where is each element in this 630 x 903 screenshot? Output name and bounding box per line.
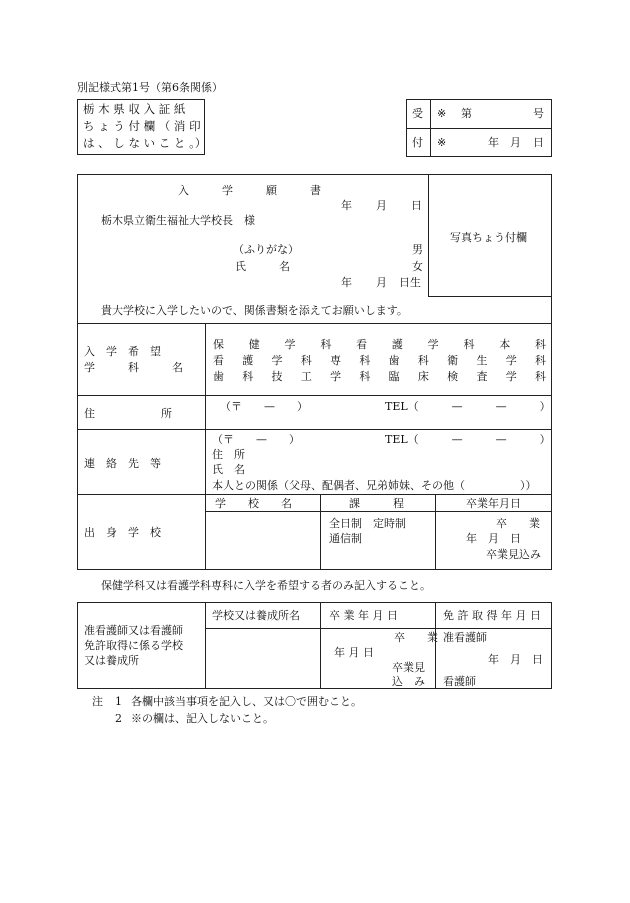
department-option-char: 歯 <box>388 354 400 367</box>
department-option-char: 科 <box>359 354 371 367</box>
contact-address: 住 所 <box>212 448 245 461</box>
department-option-char: 学 <box>505 354 517 367</box>
stamp-note-line1: 栃 木 県 収 入 証 紙 <box>83 102 186 116</box>
department-option-char: 学 <box>284 338 296 351</box>
sex-female: 女 <box>412 260 423 273</box>
contact-relation: 本人との関係（父母、配偶者、兄弟姉妹、その他（ ）） <box>212 479 537 492</box>
contact-postal: （〒 — ） <box>212 433 300 446</box>
nursing-col-school: 学校又は養成所名 <box>212 609 300 622</box>
contact-name: 氏 名 <box>212 463 245 476</box>
department-option-char: 護 <box>242 354 254 367</box>
receipt-mark-1: ※ <box>437 107 447 120</box>
birth-day: 日生 <box>399 276 421 289</box>
date-day: 日 <box>411 199 422 212</box>
school-col-course: 課 程 <box>349 497 404 510</box>
department-option-char: 健 <box>248 338 260 351</box>
department-option-char: 査 <box>476 370 488 383</box>
license-assoc-nurse: 准看護師 <box>443 631 487 644</box>
receipt-month: 月 <box>510 136 521 149</box>
school-expected: 卒業見込み <box>486 548 541 561</box>
license-date: 年 月 日 <box>488 653 543 666</box>
department-option-char: 工 <box>300 370 312 383</box>
application-title: 入 学 願 書 <box>178 184 321 197</box>
department-option-char: 衛 <box>447 354 459 367</box>
note-1-number: 1 <box>115 695 122 708</box>
nursing-col-license: 免 許 取 得 年 月 日 <box>443 609 541 622</box>
department-option-char: 学 <box>505 370 517 383</box>
department-option-char: 科 <box>535 338 546 351</box>
address-label: 住 所 <box>84 407 172 420</box>
nursing-graduated: 卒 業 <box>394 631 438 644</box>
department-option-char: 学 <box>271 354 283 367</box>
photo-area: 写真ちょう付欄 <box>450 231 527 244</box>
department-option-char: 生 <box>476 354 488 367</box>
school-graduated: 卒 業 <box>496 517 540 530</box>
nursing-label-3: 又は養成所 <box>84 654 139 667</box>
receipt-tsuke: 付 <box>412 136 423 149</box>
request-text: 貴大学校に入学したいので、関係書類を添えてお願いします。 <box>101 304 408 317</box>
department-option-char: 科 <box>535 354 546 367</box>
stamp-note-line3: は 、 し な い こ と 。） <box>83 136 207 150</box>
department-option-char: 科 <box>242 370 254 383</box>
department-option-char: 護 <box>391 338 403 351</box>
sex-male: 男 <box>412 243 423 256</box>
receipt-go: 号 <box>533 107 544 120</box>
school-label: 出 身 学 校 <box>84 526 161 539</box>
addressee: 栃木県立衛生福祉大学校長 様 <box>101 214 255 227</box>
course-fulltime: 全日制 定時制 <box>329 517 406 530</box>
department-option-char: 科 <box>300 354 312 367</box>
course-correspondence: 通信制 <box>329 532 362 545</box>
contact-label: 連 絡 先 等 <box>84 457 161 470</box>
department-option-char: 学 <box>330 370 342 383</box>
school-col-name: 学 校 名 <box>215 497 292 510</box>
furigana-label: （ふりがな） <box>233 243 299 256</box>
department-option-char: 看 <box>213 354 224 367</box>
birth-year: 年 <box>341 276 352 289</box>
department-option-char: 本 <box>499 338 511 351</box>
department-option-char: 科 <box>417 354 429 367</box>
department-label-1: 入 学 希 望 <box>84 345 161 358</box>
department-option-char: 看 <box>356 338 368 351</box>
department-option-char: 科 <box>535 370 546 383</box>
stamp-note-line2: ち ょ う 付 欄 （ 消 印 <box>83 119 201 133</box>
receipt-day: 日 <box>533 136 544 149</box>
nursing-expected-1: 卒業見 <box>392 661 425 674</box>
date-month: 月 <box>376 199 387 212</box>
receipt-dai: 第 <box>461 107 472 120</box>
receipt-uke: 受 <box>412 107 423 120</box>
department-label-2: 学 科 名 <box>84 361 183 374</box>
note-1: 各欄中該当事項を記入し、又は〇で囲むこと。 <box>131 695 362 708</box>
nursing-expected-2: 込 み <box>392 675 425 688</box>
note-2: ※の欄は、記入しないこと。 <box>131 712 274 725</box>
department-option-char: 検 <box>447 370 459 383</box>
school-grad-date: 年 月 日 <box>466 532 521 545</box>
department-option-char: 臨 <box>388 370 400 383</box>
address-tel: TEL（ — — ） <box>385 400 551 413</box>
date-year: 年 <box>341 199 352 212</box>
nursing-grad-date: 年 月 日 <box>334 646 374 659</box>
license-nurse: 看護師 <box>443 675 476 688</box>
receipt-year: 年 <box>488 136 499 149</box>
receipt-mark-2: ※ <box>437 136 447 149</box>
department-option-char: 科 <box>320 338 332 351</box>
contact-tel: TEL（ — — ） <box>385 433 551 446</box>
nursing-col-grad: 卒 業 年 月 日 <box>329 609 398 622</box>
department-option-char: 科 <box>463 338 475 351</box>
department-option-char: 技 <box>271 370 283 383</box>
department-option-char: 専 <box>330 354 342 367</box>
nursing-label-1: 准看護師又は看護師 <box>84 624 183 637</box>
birth-month: 月 <box>376 276 387 289</box>
notes-label: 注 <box>92 695 103 708</box>
department-option-char: 歯 <box>213 370 224 383</box>
department-option-char: 保 <box>213 338 224 351</box>
department-option-char: 科 <box>359 370 371 383</box>
department-option-char: 床 <box>417 370 429 383</box>
applicant-name-label: 氏 名 <box>235 260 290 273</box>
department-option-char: 学 <box>427 338 439 351</box>
address-postal: （〒 — ） <box>220 400 308 413</box>
school-col-grad: 卒業年月日 <box>466 497 521 510</box>
nursing-label-2: 免許取得に係る学校 <box>84 639 183 652</box>
note-2-number: 2 <box>115 712 122 725</box>
form-id: 別記様式第1号（第6条関係） <box>77 81 223 94</box>
nursing-note: 保健学科又は看護学科専科に入学を希望する者のみ記入すること。 <box>101 579 431 592</box>
